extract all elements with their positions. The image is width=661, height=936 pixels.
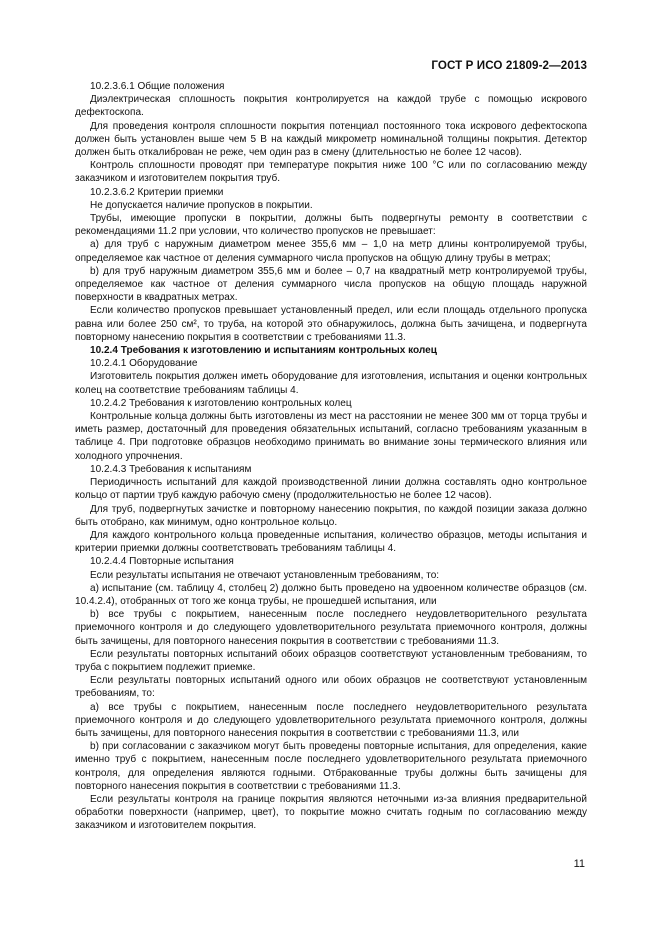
paragraph: Не допускается наличие пропусков в покрытии. [90,199,313,211]
paragraph: Если результаты повторных испытаний обоих образцов соответствуют установленным требованиям, то труба с покрытием подлежит приемке. [75,648,587,673]
paragraph: Если результаты контроля на границе покрытия являются неточными из-за влияния предварительной обработки поверхности (например, цвет), то покрытие можно считать годным по согласованию между заказчиком и изготовителем покрытия. [75,793,587,832]
section-heading: 10.2.4.1 Оборудование [90,358,198,370]
paragraph: Если количество пропусков превышает установленный предел, или если площадь отдельного пропуска равна или более 250 см², то труба, на которой это обнаружилось, должна быть зачищена, и подвергнута повторному нанесению покрытия в соответствии с требованиями 11.3. [75,305,587,343]
list-item: b) при согласовании с заказчиком могут быть проведены повторные испытания, для определения, какие именно труб с покрытием, нанесенным после последнего удовлетворительного результата приемочного контроля, для определения являются годными. Отбракованные трубы должны быть зачищены для повторного нанесения покрытия в соответствии с требованиями 11.3. [75,741,587,792]
paragraph: Трубы, имеющие пропуски в покрытии, должны быть подвергнуты ремонту в соответствии с рекомендациями 11.2 при условии, что количество пропусков не превышает: [75,213,587,238]
paragraph: Периодичность испытаний для каждой производственной линии должна составлять одно контрольное кольцо от партии труб каждую рабочую смену (продолжительностью не более 12 часов). [75,477,587,502]
paragraph: Для труб, подвергнутых зачистке и повторному нанесению покрытия, по каждой позиции заказа должно быть отобрано, как минимум, одно контрольное кольцо. [75,503,587,528]
list-item: b) для труб наружным диаметром 355,6 мм и более – 0,7 на квадратный метр контролируемой трубы, определяемое как частное от деления суммарного числа пропусков на общую площадь наружной поверхности в квадратных метрах. [75,265,587,304]
list-item: a) все трубы с покрытием, нанесенным после последнего неудовлетворительного результата приемочного контроля и до следующего удовлетворительного результата приемочного контроля, должны быть зачищены, для повторного нанесения покрытия в соответствии с требованиями 11.3, или [75,701,587,739]
paragraph: Диэлектрическая сплошность покрытия контролируется на каждой трубе с помощью искрового дефектоскопа. [75,94,587,119]
paragraph: Для проведения контроля сплошности покрытия потенциал постоянного тока искрового дефектоскопа должен быть установлен выше чем 5 В на каждый микрометр номинальной толщины покрытия. Детектор должен быть откалиброван не реже, чем один раз в смену (длительностью не более 12 часов). [75,120,587,159]
list-item: b) все трубы с покрытием, нанесенным после последнего неудовлетворительного результата приемочного контроля и до следующего удовлетворительного результата приемочного контроля, должны быть зачищены, для повторного нанесения покрытия в соответствии с требованиями 11.3. [75,609,587,647]
paragraph: Если результаты испытания не отвечают установленным требованиям, то: [90,569,440,581]
paragraph: Изготовитель покрытия должен иметь оборудование для изготовления, испытания и оценки контрольных колец на соответствие требованиям таблицы 4. [75,371,587,396]
list-item: a) для труб с наружным диаметром менее 355,6 мм – 1,0 на метр длины контролируемой трубы, определяемое как частное от деления суммарного числа пропусков на общую длину трубы в метрах; [75,239,587,264]
paragraph: Для каждого контрольного кольца проведенные испытания, количество образцов, методы испытания и критерии приемки должны соответствовать требованиям таблицы 4. [75,529,587,555]
section-heading-bold: 10.2.4 Требования к изготовлению и испытаниям контрольных колец [90,345,437,357]
paragraph: Контрольные кольца должны быть изготовлены из мест на расстоянии не менее 300 мм от торца трубы и иметь размер, достаточный для проведения обязательных испытаний, согласно требованиям указанным в таблице 4. При подготовке образцов необходимо принимать во внимание зоны термического влияния или холодного упрочнения. [75,411,587,462]
section-heading: 10.2.3.6.1 Общие положения [90,81,225,92]
section-heading: 10.2.4.2 Требования к изготовлению контрольных колец [90,397,352,409]
paragraph: Если результаты повторных испытаний одного или обоих образцов не соответствуют установленным требованиям, то: [75,675,587,700]
paragraph: Контроль сплошности проводят при температуре покрытия ниже 100 °С или по согласованию между заказчиком и изготовителем покрытия труб. [75,160,587,185]
standard-code-header: ГОСТ Р ИСО 21809-2—2013 [431,59,587,72]
section-heading: 10.2.4.4 Повторные испытания [90,556,234,568]
section-heading: 10.2.4.3 Требования к испытаниям [90,463,252,475]
list-item: a) испытание (см. таблицу 4, столбец 2) должно быть проведено на удвоенном количестве образцов (см. 10.4.2.4), отобранных от того же конца трубы, не прошедшей испытания, или [75,582,587,607]
section-heading: 10.2.3.6.2 Критерии приемки [90,186,224,198]
document-body [75,80,587,833]
page-number: 11 [573,858,585,870]
